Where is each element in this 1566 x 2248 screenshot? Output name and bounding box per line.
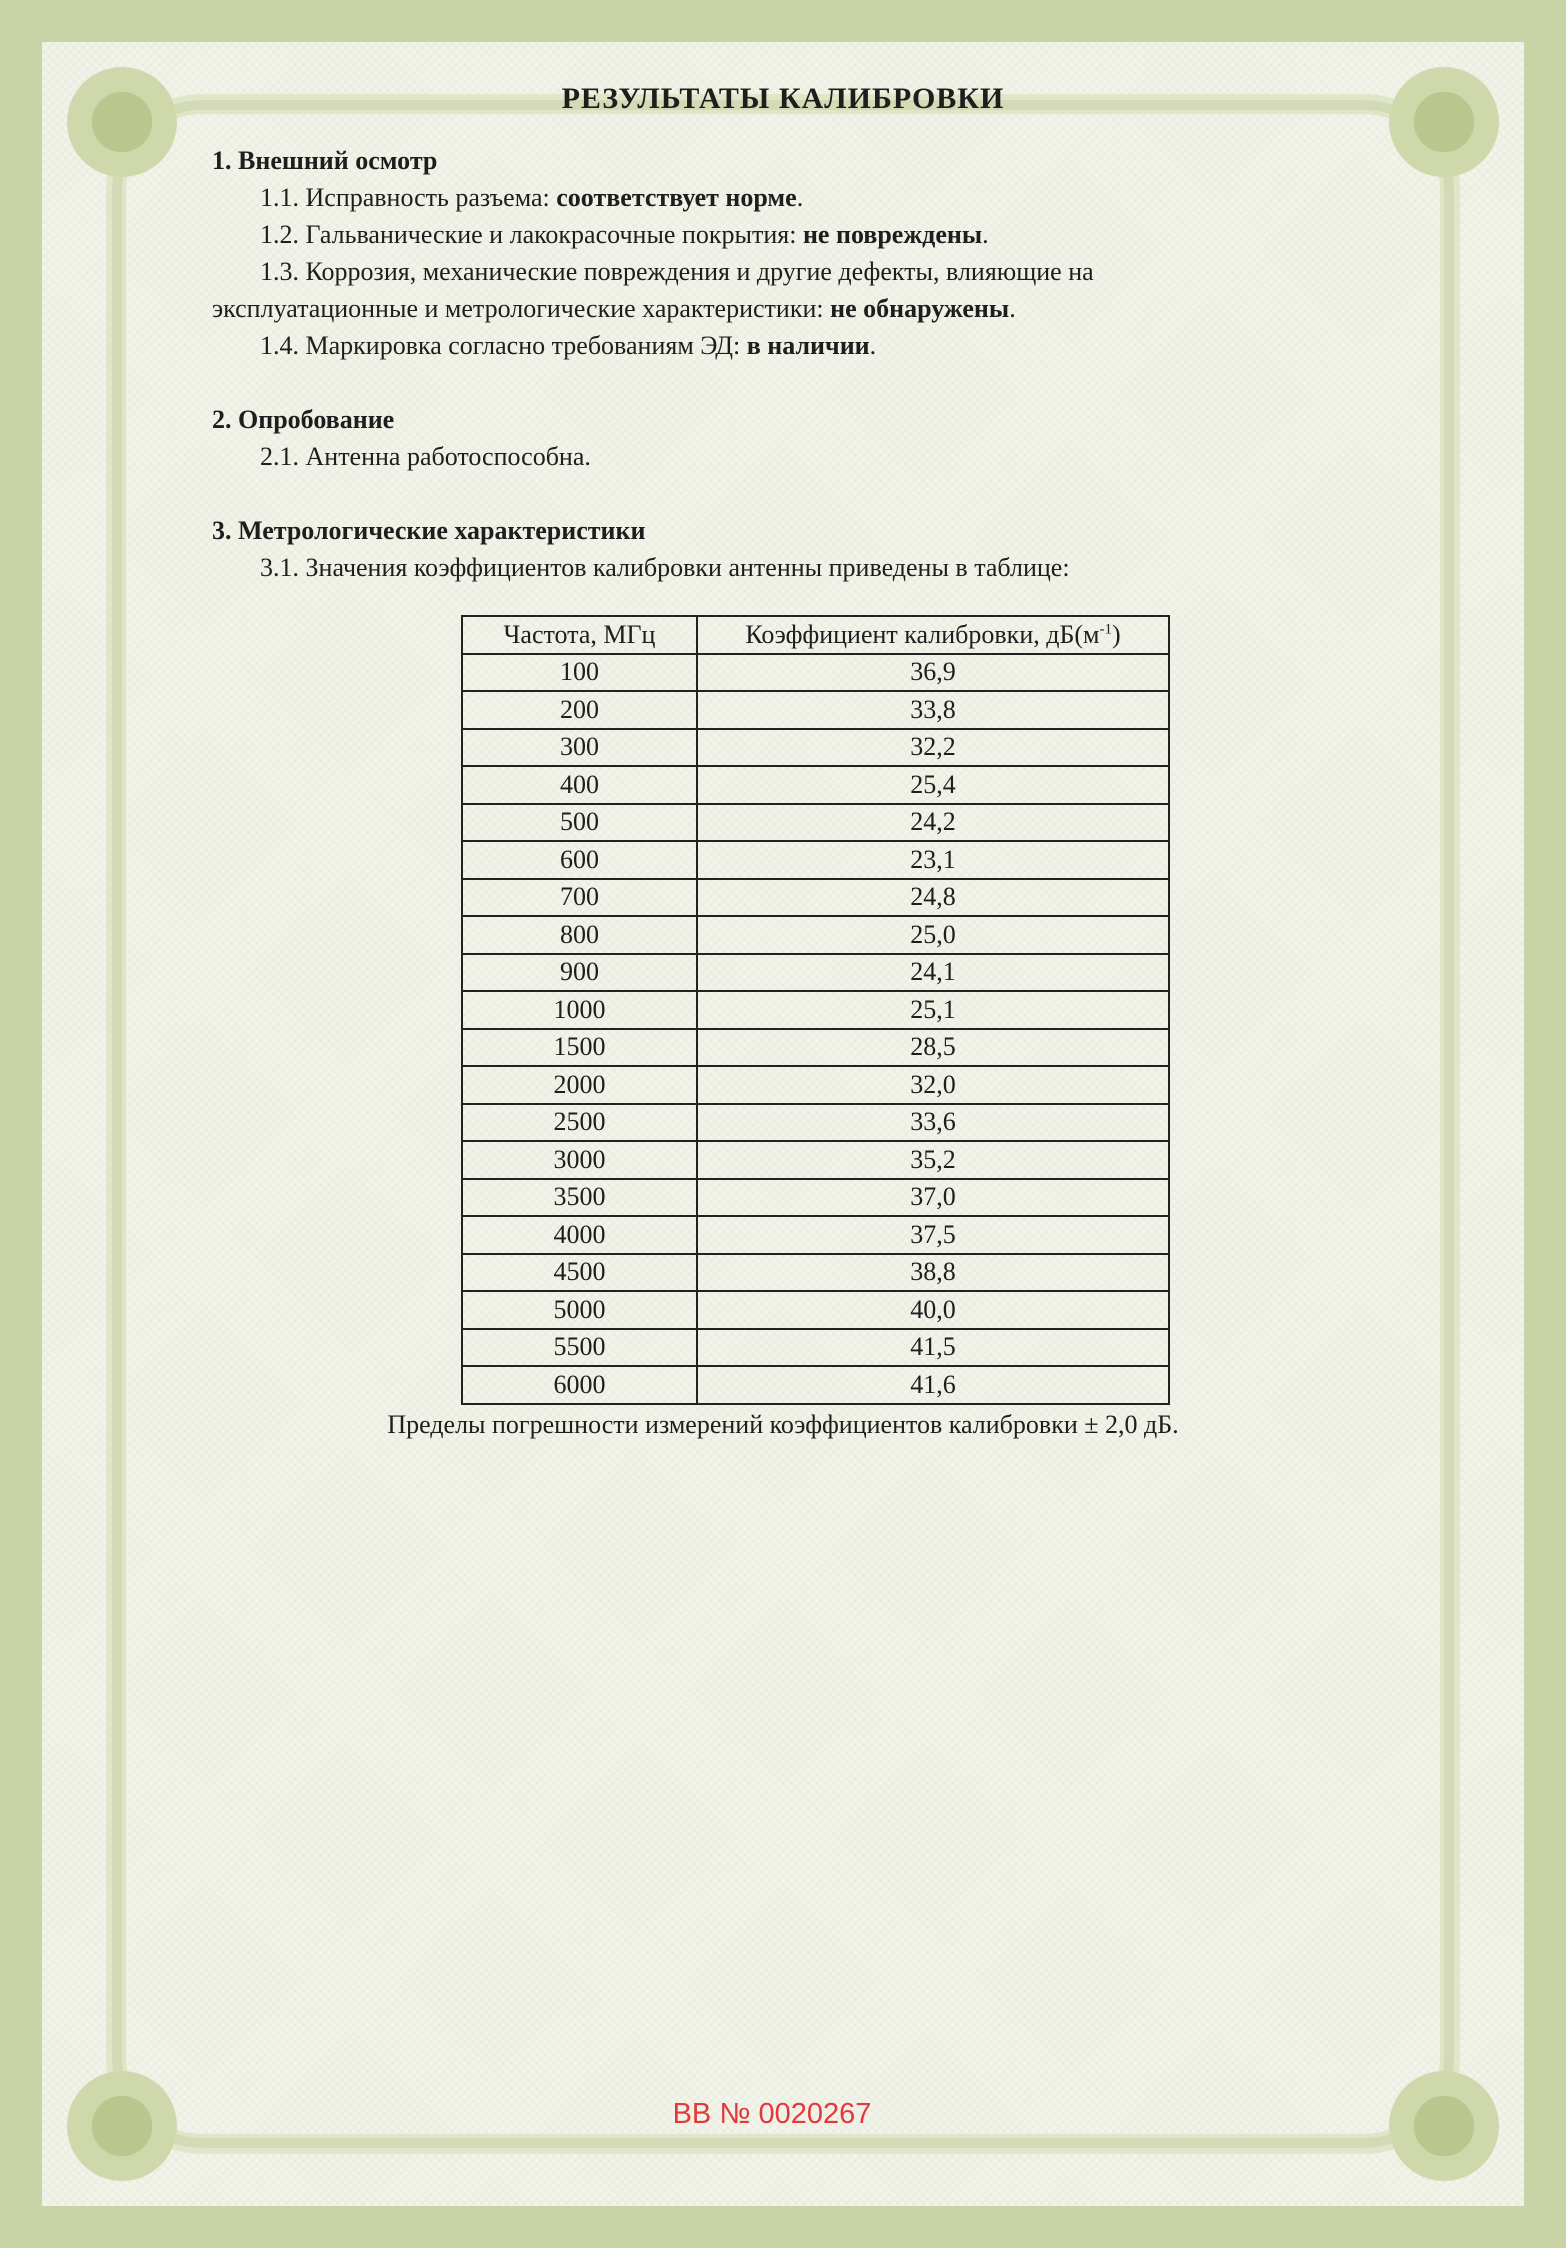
table-row xyxy=(462,1254,1169,1292)
table-row xyxy=(462,1141,1169,1179)
frequency-cell: 3000 xyxy=(462,1141,697,1179)
item-1-2: 1.2. Гальванические и лакокрасочные покрытия: не повреждены. xyxy=(260,220,989,249)
table-row xyxy=(462,841,1169,879)
coefficient-cell: 25,4 xyxy=(697,766,1169,804)
coefficient-cell: 32,2 xyxy=(697,729,1169,767)
section-heading-testing: 2. Опробование xyxy=(212,405,395,434)
coefficient-cell: 24,8 xyxy=(697,879,1169,917)
coefficient-cell: 24,1 xyxy=(697,954,1169,992)
coefficient-cell: 37,5 xyxy=(697,1216,1169,1254)
frequency-cell: 5500 xyxy=(462,1329,697,1367)
coefficient-cell: 41,5 xyxy=(697,1329,1169,1367)
document-body xyxy=(212,142,1390,586)
table-row xyxy=(462,766,1169,804)
frequency-cell: 4000 xyxy=(462,1216,697,1254)
serial-number: ВВ № 0020267 xyxy=(672,2098,872,2130)
table-row xyxy=(462,1329,1169,1367)
frequency-cell: 4500 xyxy=(462,1254,697,1292)
coefficient-cell: 33,8 xyxy=(697,691,1169,729)
table-row xyxy=(462,804,1169,842)
frequency-cell: 2500 xyxy=(462,1104,697,1142)
item-1-4: 1.4. Маркировка согласно требованиям ЭД: в наличии. xyxy=(260,331,877,360)
table-row xyxy=(462,1066,1169,1104)
coefficient-cell: 28,5 xyxy=(697,1029,1169,1067)
section-heading-metrology: 3. Метрологические характеристики xyxy=(212,516,646,545)
header-coefficient: Коэффициент калибровки, $дБ(м^{-1})$ xyxy=(697,616,1169,654)
item-1-1: 1.1. Исправность разъема: соответствует норме. xyxy=(260,183,804,212)
coefficient-cell: 32,0 xyxy=(697,1066,1169,1104)
frequency-cell: 100 xyxy=(462,654,697,692)
coefficient-cell: 41,6 xyxy=(697,1366,1169,1404)
header-frequency: Частота, МГц xyxy=(462,616,697,654)
frequency-cell: 6000 xyxy=(462,1366,697,1404)
coefficient-cell: 33,6 xyxy=(697,1104,1169,1142)
coefficient-cell: 37,0 xyxy=(697,1179,1169,1217)
table-row xyxy=(462,654,1169,692)
table-row xyxy=(462,991,1169,1029)
item-1-3-line2: эксплуатационные и метрологические характеристики: не обнаружены. xyxy=(212,294,1016,323)
coefficient-cell: 23,1 xyxy=(697,841,1169,879)
frequency-cell: 2000 xyxy=(462,1066,697,1104)
table-row xyxy=(462,691,1169,729)
ornament-top-left xyxy=(52,52,192,192)
coefficient-cell: 40,0 xyxy=(697,1291,1169,1329)
frequency-cell: 900 xyxy=(462,954,697,992)
table-row xyxy=(462,1366,1169,1404)
coefficient-cell: 25,1 xyxy=(697,991,1169,1029)
ornament-top-right xyxy=(1374,52,1514,192)
table-row xyxy=(462,1104,1169,1142)
frequency-cell: 800 xyxy=(462,916,697,954)
coefficient-cell: 38,8 xyxy=(697,1254,1169,1292)
table-row xyxy=(462,879,1169,917)
frequency-cell: 1500 xyxy=(462,1029,697,1067)
frequency-cell: 200 xyxy=(462,691,697,729)
coefficient-cell: 25,0 xyxy=(697,916,1169,954)
frequency-cell: 700 xyxy=(462,879,697,917)
frequency-cell: 600 xyxy=(462,841,697,879)
table-row xyxy=(462,1029,1169,1067)
frequency-cell: 500 xyxy=(462,804,697,842)
item-2-1: 2.1. Антенна работоспособна. xyxy=(260,442,591,471)
item-3-1: 3.1. Значения коэффициентов калибровки антенны приведены в таблице: xyxy=(260,553,1070,582)
frequency-cell: 5000 xyxy=(462,1291,697,1329)
frequency-cell: 300 xyxy=(462,729,697,767)
table-row xyxy=(462,729,1169,767)
item-1-3-line1: 1.3. Коррозия, механические повреждения и другие дефекты, влияющие на xyxy=(260,257,1094,286)
uncertainty-note: Пределы погрешности измерений коэффициентов калибровки ± 2,0 дБ. xyxy=(387,1410,1179,1439)
page-title: РЕЗУЛЬТАТЫ КАЛИБРОВКИ xyxy=(561,82,1005,115)
table-row xyxy=(462,1291,1169,1329)
coefficient-cell: 24,2 xyxy=(697,804,1169,842)
table-row xyxy=(462,1216,1169,1254)
table-row xyxy=(462,1179,1169,1217)
frequency-cell: 1000 xyxy=(462,991,697,1029)
section-heading-inspection: 1. Внешний осмотр xyxy=(212,146,438,175)
table-row xyxy=(462,916,1169,954)
table-row xyxy=(462,954,1169,992)
frequency-cell: 400 xyxy=(462,766,697,804)
coefficient-cell: 36,9 xyxy=(697,654,1169,692)
frequency-cell: 3500 xyxy=(462,1179,697,1217)
coefficient-cell: 35,2 xyxy=(697,1141,1169,1179)
calibration-table xyxy=(461,615,1170,1405)
table-header-row xyxy=(462,616,1169,654)
